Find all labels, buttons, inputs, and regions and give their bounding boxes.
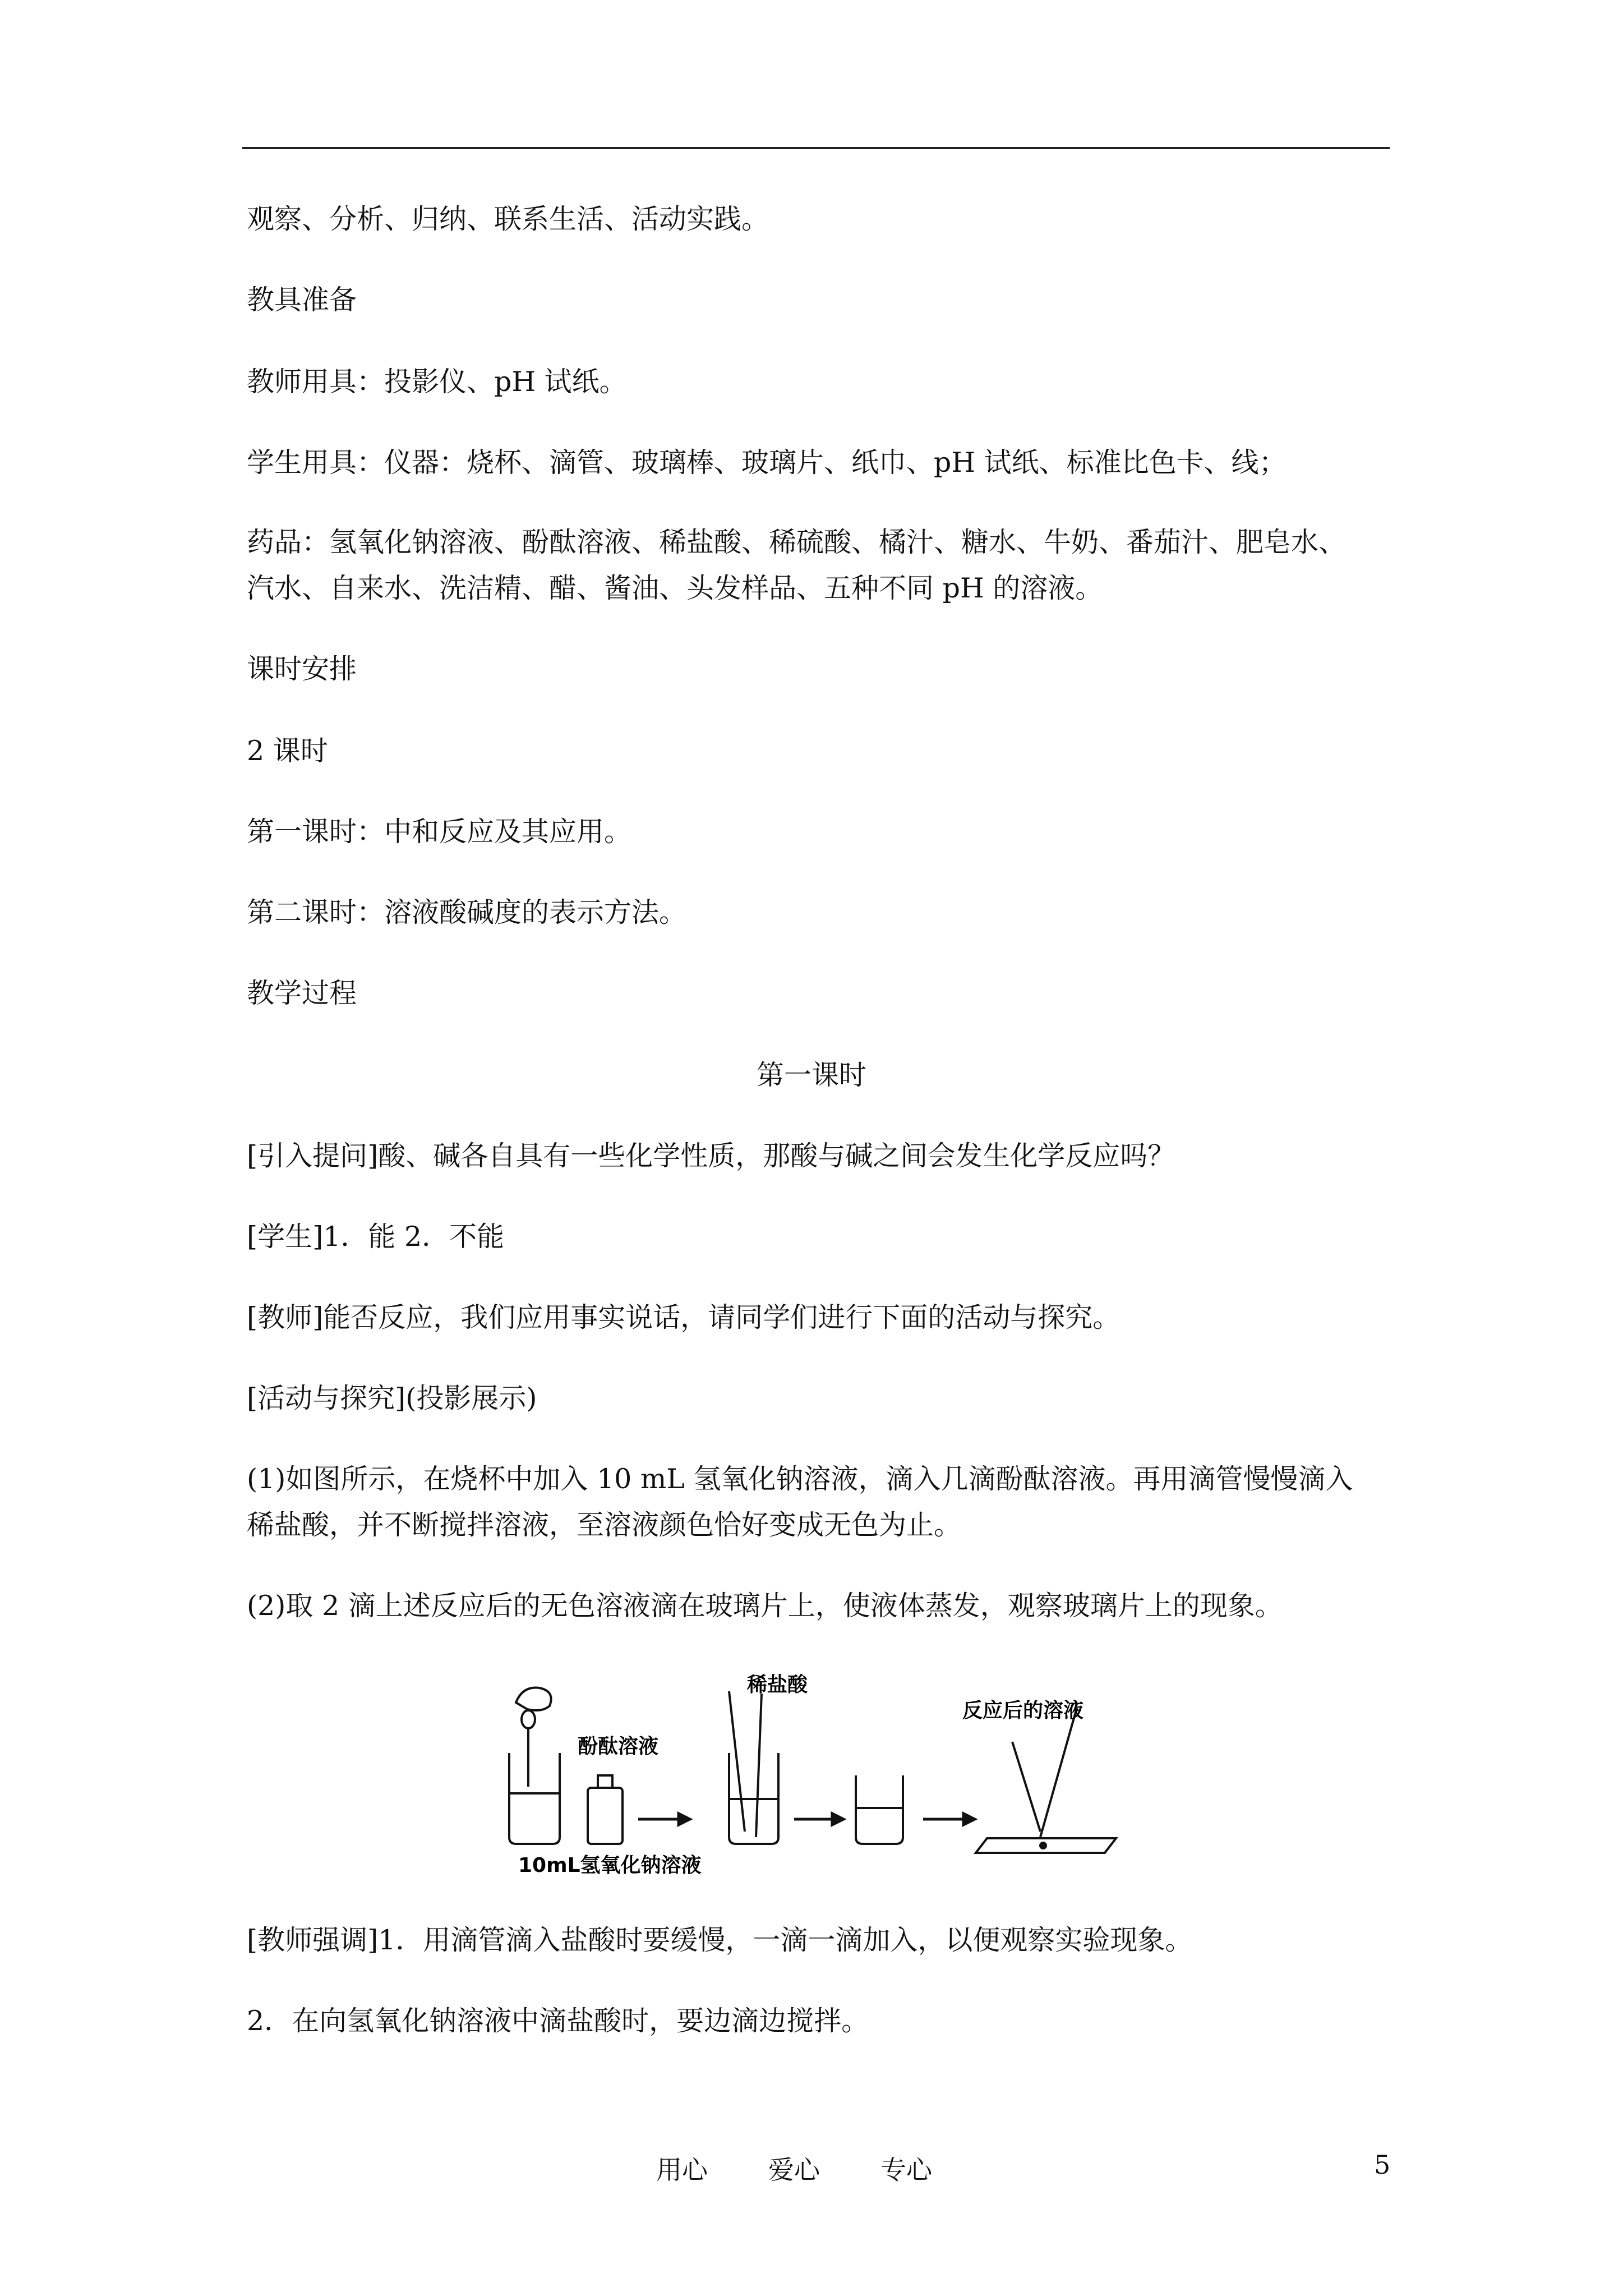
lesson-title: 第一课时 (756, 1059, 866, 1091)
text-line: 观察、分析、归纳、联系生活、活动实践。 (247, 203, 769, 235)
text-line: [教师]能否反应，我们应用事实说话，请同学们进行下面的活动与探究。 (247, 1301, 1121, 1333)
section-heading: 教学过程 (247, 977, 357, 1009)
text-line: 学生用具：仪器：烧杯、滴管、玻璃棒、玻璃片、纸巾、pH 试纸、标准比色卡、线； (247, 447, 1287, 478)
footer-motto: 爱心 (768, 2155, 820, 2185)
text-line: 2．在向氢氧化钠溶液中滴盐酸时，要边滴边搅拌。 (247, 2005, 869, 2037)
arrow-icon (923, 1814, 975, 1825)
header-rule (242, 147, 1390, 149)
label-after-reaction: 反应后的溶液 (962, 1699, 1084, 1722)
reagent-bottle-icon (588, 1775, 623, 1844)
text-line: 药品：氢氧化钠溶液、酚酞溶液、稀盐酸、稀硫酸、橘汁、糖水、牛奶、番茄汁、肥皂水、 (247, 526, 1347, 558)
text-line: [教师强调]1．用滴管滴入盐酸时要缓慢，一滴一滴加入，以便观察实验现象。 (247, 1924, 1193, 1956)
label-hcl: 稀盐酸 (747, 1673, 808, 1696)
footer-motto: 用心 (656, 2155, 708, 2185)
label-phenolphthalein: 酚酞溶液 (578, 1735, 659, 1758)
experiment-figure (494, 1669, 1127, 1882)
text-line: 汽水、自来水、洗洁精、醋、酱油、头发样品、五种不同 pH 的溶液。 (247, 572, 1103, 604)
beaker-titration-icon (729, 1691, 778, 1844)
text-line: 第二课时：溶液酸碱度的表示方法。 (247, 896, 687, 928)
arrow-icon (794, 1814, 843, 1825)
beaker-naoh-icon (509, 1747, 560, 1844)
arrow-icon (638, 1814, 690, 1825)
text-line: 2 课时 (247, 735, 328, 767)
text-line: [引入提问]酸、碱各自具有一些化学性质，那酸与碱之间会发生化学反应吗？ (247, 1140, 1175, 1172)
footer-motto: 专心 (880, 2155, 932, 2185)
text-line: 教师用具：投影仪、pH 试纸。 (247, 366, 627, 398)
beaker-result-icon (856, 1775, 903, 1844)
glass-slide-rod-icon (976, 1708, 1116, 1853)
text-line: (1)如图所示，在烧杯中加入 10 mL 氢氧化钠溶液，滴入几滴酚酞溶液。再用滴管慢慢滴入 (247, 1463, 1353, 1495)
dropper-hand-icon (516, 1688, 551, 1747)
text-line: (2)取 2 滴上述反应后的无色溶液滴在玻璃片上，使液体蒸发，观察玻璃片上的现象。 (247, 1590, 1283, 1622)
section-heading: 课时安排 (247, 653, 357, 685)
page-number: 5 (1374, 2150, 1391, 2180)
label-naoh: 10mL氢氧化钠溶液 (518, 1854, 702, 1877)
text-line: [活动与探究](投影展示) (247, 1382, 537, 1414)
text-line: [学生]1．能 2．不能 (247, 1221, 505, 1253)
section-heading: 教具准备 (247, 284, 357, 316)
text-line: 第一课时：中和反应及其应用。 (247, 816, 632, 848)
text-line: 稀盐酸，并不断搅拌溶液，至溶液颜色恰好变成无色为止。 (247, 1509, 962, 1541)
